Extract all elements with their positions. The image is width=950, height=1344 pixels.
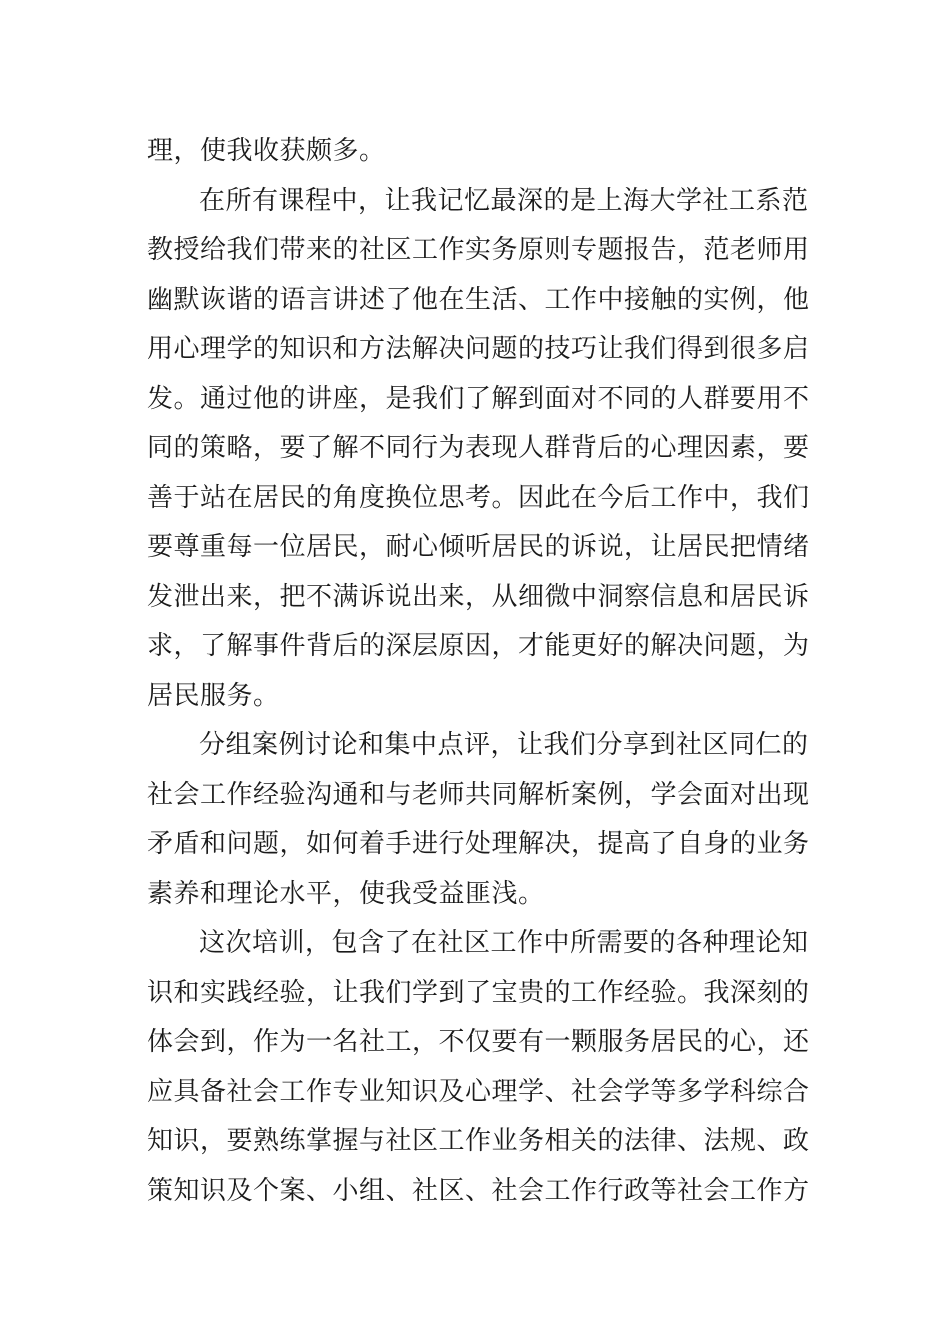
- text-line: 理，使我收获颇多。: [147, 136, 386, 166]
- text-line: 发泄出来，把不满诉说出来，从细微中洞察信息和居民诉: [147, 581, 810, 612]
- text-line: 矛盾和问题，如何着手进行处理解决，提高了自身的业务: [147, 829, 810, 859]
- paragraph: [147, 721, 810, 919]
- text-line: 用心理学的知识和方法解决问题的技巧让我们得到很多启: [147, 334, 810, 364]
- paragraph: [147, 177, 810, 722]
- text-line: 应具备社会工作专业知识及心理学、社会学等多学科综合: [147, 1076, 810, 1107]
- text-line: 在所有课程中，让我记忆最深的是上海大学社工系范: [199, 185, 809, 216]
- text-line: 要尊重每一位居民，耐心倾听居民的诉说，让居民把情绪: [147, 532, 810, 562]
- text-line: 素养和理论水平，使我受益匪浅。: [147, 878, 545, 909]
- text-line: 知识，要熟练掌握与社区工作业务相关的法律、法规、政: [147, 1126, 810, 1156]
- text-line: 善于站在居民的角度换位思考。因此在今后工作中，我们: [147, 482, 810, 513]
- text-line: 社会工作经验沟通和与老师共同解析案例，学会面对出现: [147, 779, 810, 810]
- text-line: 体会到，作为一名社工，不仅要有一颗服务居民的心，还: [147, 1027, 810, 1057]
- paragraph: [147, 127, 807, 177]
- text-line: 求，了解事件背后的深层原因，才能更好的解决问题，为: [147, 631, 810, 661]
- text-line: 识和实践经验，让我们学到了宝贵的工作经验。我深刻的: [147, 977, 810, 1008]
- paragraph: [147, 919, 810, 1216]
- text-line: 居民服务。: [147, 680, 280, 711]
- document-body: [147, 127, 810, 1216]
- text-line: 策知识及个案、小组、社区、社会工作行政等社会工作方: [147, 1175, 810, 1206]
- text-line: 幽默诙谐的语言讲述了他在生活、工作中接触的实例，他: [147, 284, 810, 315]
- text-line: 发。通过他的讲座，是我们了解到面对不同的人群要用不: [147, 383, 810, 414]
- text-line: 这次培训，包含了在社区工作中所需要的各种理论知: [199, 928, 809, 958]
- text-line: 分组案例讨论和集中点评，让我们分享到社区同仁的: [199, 730, 809, 760]
- text-line: 同的策略，要了解不同行为表现人群背后的心理因素，要: [147, 433, 810, 463]
- text-line: 教授给我们带来的社区工作实务原则专题报告，范老师用: [147, 235, 810, 265]
